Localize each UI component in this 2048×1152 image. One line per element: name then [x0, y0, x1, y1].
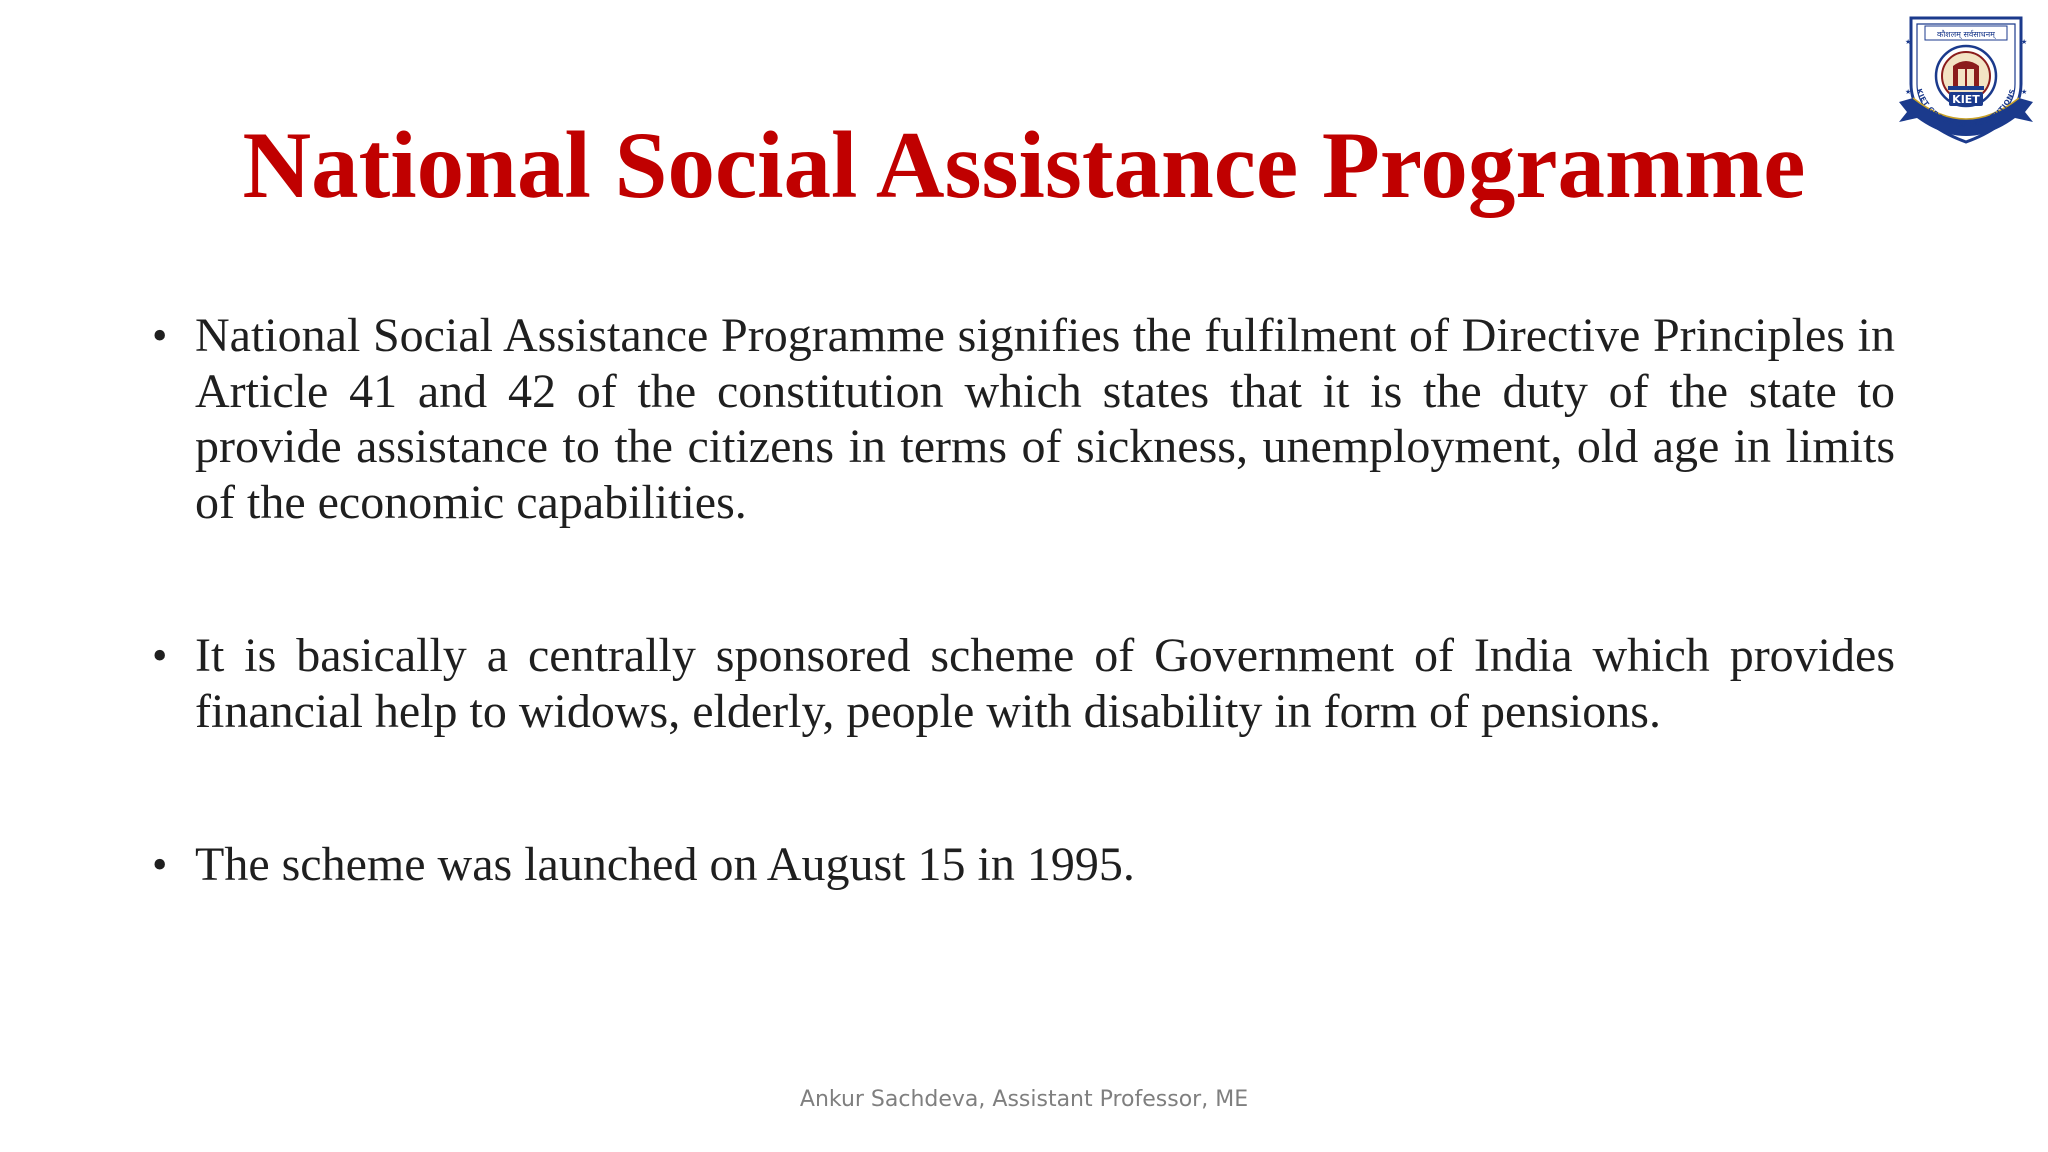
- kiet-crest-icon: [1895, 14, 2037, 150]
- bullet-item: [150, 628, 1895, 739]
- svg-text:★: ★: [2021, 88, 2028, 96]
- svg-text:★: ★: [2021, 38, 2028, 46]
- bullet-dot: •: [152, 840, 168, 889]
- bullet-list: [150, 308, 1895, 893]
- logo-name: KIET: [1952, 93, 1980, 106]
- bullet-text: It is basically a centrally sponsored scheme of Government of India which provides financial help to widows, elderly, people with disability in form of pensions.: [195, 629, 1895, 738]
- bullet-dot: •: [152, 631, 168, 680]
- footer-author: Ankur Sachdeva, Assistant Professor, ME: [799, 1087, 1249, 1112]
- bullet-dot: •: [152, 311, 168, 360]
- svg-text:★: ★: [1905, 38, 1912, 46]
- bullet-item: [150, 837, 1895, 893]
- bullet-text: The scheme was launched on August 15 in 1995.: [195, 838, 1135, 891]
- logo-motto: कौशलम् सर्वसाधनम्: [1937, 30, 1995, 39]
- svg-text:★: ★: [1905, 88, 1912, 96]
- bullet-item: [150, 308, 1895, 530]
- slide-title: National Social Assistance Programme: [242, 112, 1806, 218]
- bullet-text: National Social Assistance Programme signifies the fulfilment of Directive Principles in Article 41 and 42 of the constitution which states that it is the duty of the state to provide assistance to the citizens in terms of sickness, unemployment, old age in limits of the economic capabilities.: [195, 309, 1895, 529]
- logo-ribbon-text: KIET GROUP OF INSTITUTIONS: [1914, 87, 2018, 130]
